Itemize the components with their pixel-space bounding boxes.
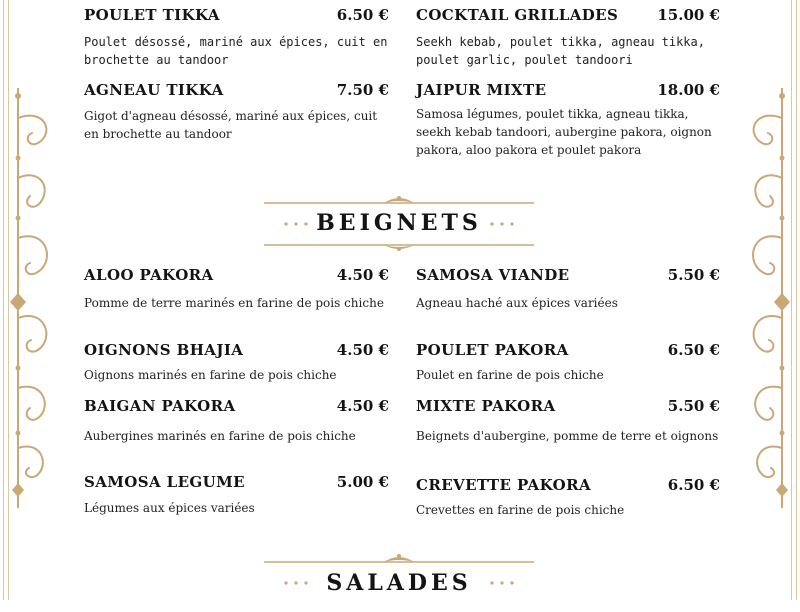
item-price: 6.50 € <box>667 476 720 494</box>
menu-item <box>84 397 389 447</box>
menu-item <box>416 266 720 316</box>
item-description: Aubergines marinés en farine de pois chiche <box>84 429 356 443</box>
item-description: Beignets d'aubergine, pomme de terre et oignons <box>416 429 719 443</box>
item-name: ALOO PAKORA <box>84 266 214 284</box>
item-name: SAMOSA VIANDE <box>416 266 570 284</box>
item-description: Oignons marinés en farine de pois chiche <box>84 368 337 382</box>
item-description: Pomme de terre marinés en farine de pois chiche <box>84 296 384 310</box>
menu-item <box>416 6 720 70</box>
menu-item <box>84 266 389 316</box>
item-description: Gigot d'agneau désossé, mariné aux épices, cuit en brochette au tandoor <box>84 109 378 141</box>
menu-item <box>84 473 389 523</box>
item-price: 4.50 € <box>336 397 389 415</box>
item-name: AGNEAU TIKKA <box>84 81 224 99</box>
left-filigree-ornament <box>0 88 60 508</box>
menu-item <box>416 81 720 161</box>
item-description: Crevettes en farine de pois chiche <box>416 503 625 517</box>
item-name: OIGNONS BHAJIA <box>84 341 244 359</box>
item-price: 18.00 € <box>657 81 720 99</box>
item-price: 4.50 € <box>336 341 389 359</box>
item-description: Poulet désossé, mariné aux épices, cuit en brochette au tandoor <box>84 35 388 67</box>
item-price: 6.50 € <box>667 341 720 359</box>
menu-item <box>84 81 389 145</box>
item-description: Samosa légumes, poulet tikka, agneau tikka, seekh kebab tandoori, aubergine pakora, oignon pakora, aloo pakora et poulet pakora <box>416 107 712 157</box>
right-filigree-ornament <box>740 88 800 508</box>
menu-item <box>416 341 720 391</box>
item-description: Seekh kebab, poulet tikka, agneau tikka, poulet garlic, poulet tandoori <box>416 35 705 67</box>
item-description: Légumes aux épices variées <box>84 501 255 515</box>
menu-item <box>84 6 389 70</box>
item-name: BAIGAN PAKORA <box>84 397 236 415</box>
item-price: 5.50 € <box>667 397 720 415</box>
menu-item <box>416 397 720 447</box>
item-name: SAMOSA LEGUME <box>84 473 245 491</box>
item-price: 7.50 € <box>336 81 389 99</box>
item-name: JAIPUR MIXTE <box>416 81 547 99</box>
item-price: 6.50 € <box>336 6 389 24</box>
item-name: COCKTAIL GRILLADES <box>416 6 619 24</box>
item-name: POULET TIKKA <box>84 6 220 24</box>
section-title: BEIGNETS <box>316 210 482 236</box>
item-name: CREVETTE PAKORA <box>416 476 591 494</box>
section-header-beignets <box>264 195 534 251</box>
item-description: Agneau haché aux épices variées <box>416 296 618 310</box>
item-price: 15.00 € <box>657 6 720 24</box>
item-name: POULET PAKORA <box>416 341 569 359</box>
menu-item <box>84 341 389 391</box>
item-price: 5.00 € <box>336 473 389 491</box>
menu-item <box>416 476 720 526</box>
item-description: Poulet en farine de pois chiche <box>416 368 604 382</box>
item-price: 5.50 € <box>667 266 720 284</box>
item-name: MIXTE PAKORA <box>416 397 556 415</box>
item-price: 4.50 € <box>336 266 389 284</box>
section-title: SALADES <box>326 570 472 596</box>
